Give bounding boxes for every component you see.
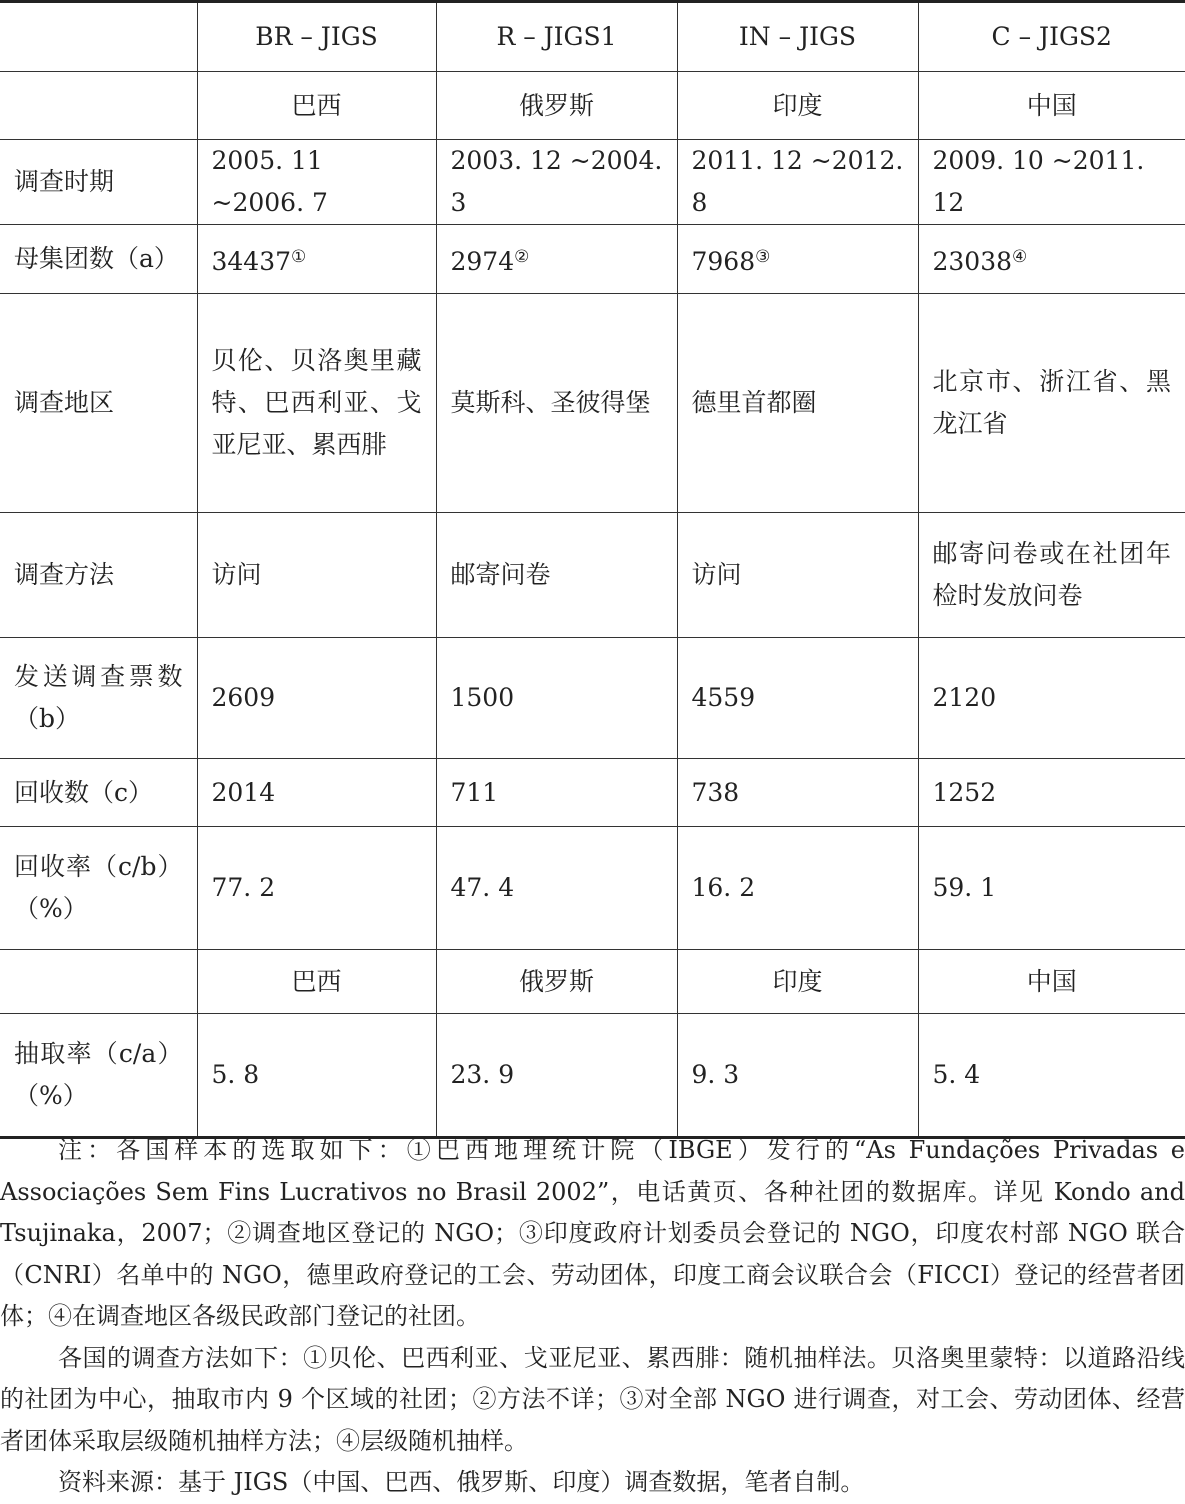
footnote-mark: ②	[514, 246, 530, 267]
cell-value: 2003. 12 ~2004. 3	[436, 140, 677, 225]
header-code-br: BR – JIGS	[197, 2, 436, 72]
country-china: 中国	[918, 72, 1185, 140]
row-label: 发送调查票数（b）	[0, 638, 197, 759]
cell-value: 711	[436, 759, 677, 827]
row-survey-method	[0, 513, 1185, 638]
cell-value: 北京市、浙江省、黑龙江省	[918, 294, 1185, 513]
cell-value: 5. 8	[197, 1014, 436, 1138]
header-code-in: IN – JIGS	[677, 2, 918, 72]
country-china: 中国	[918, 950, 1185, 1014]
cell-value: 2014	[197, 759, 436, 827]
cell-value: 邮寄问卷	[436, 513, 677, 638]
cell-number: 7968	[691, 246, 756, 276]
cell-number: 2974	[450, 246, 515, 276]
row-label: 调查地区	[0, 294, 197, 513]
cell-value	[918, 225, 1185, 294]
note-survey-methods: 各国的调查方法如下：①贝伦、巴西利亚、戈亚尼亚、累西腓：随机抽样法。贝洛奥里蒙特：以道路沿线的社团为中心，抽取市内 9 个区域的社团；②方法不详；③对全部 NGO 进行调查，对工会、劳动团体、经营者团体采取层级随机抽样方法；④层级随机抽样。	[0, 1343, 1185, 1455]
cell-number: 34437	[211, 246, 292, 276]
country-brazil: 巴西	[197, 950, 436, 1014]
header-row-codes	[0, 2, 1185, 72]
note-data-source: 资料来源：基于 JIGS（中国、巴西、俄罗斯、印度）调查数据，笔者自制。	[58, 1468, 865, 1496]
country-russia: 俄罗斯	[436, 950, 677, 1014]
cell-value: 2009. 10 ~2011. 12	[918, 140, 1185, 225]
cell-value: 德里首都圈	[677, 294, 918, 513]
row-sampling-rate	[0, 1014, 1185, 1138]
cell-value: 贝伦、贝洛奥里藏特、巴西利亚、戈亚尼亚、累西腓	[197, 294, 436, 513]
cell-value: 邮寄问卷或在社团年检时发放问卷	[918, 513, 1185, 638]
row-sent-count	[0, 638, 1185, 759]
row-return-rate	[0, 827, 1185, 950]
cell-value: 莫斯科、圣彼得堡	[436, 294, 677, 513]
header-blank	[0, 72, 197, 140]
footnote-mark: ③	[755, 246, 771, 267]
header-blank	[0, 2, 197, 72]
country-india: 印度	[677, 72, 918, 140]
country-russia: 俄罗斯	[436, 72, 677, 140]
row-countries-repeat	[0, 950, 1185, 1014]
cell-value: 738	[677, 759, 918, 827]
cell-number: 23038	[932, 246, 1013, 276]
row-population	[0, 225, 1185, 294]
row-label: 调查方法	[0, 513, 197, 638]
cell-value: 1500	[436, 638, 677, 759]
cell-value: 2011. 12 ~2012. 8	[677, 140, 918, 225]
footnote-mark: ①	[291, 246, 307, 267]
cell-value	[436, 225, 677, 294]
cell-value: 4559	[677, 638, 918, 759]
cell-value: 2005. 11 ~2006. 7	[197, 140, 436, 225]
note-sample-selection: 注：各国样本的选取如下：①巴西地理统计院（IBGE）发行的“As Fundações Privadas e Associações Sem Fins Lucrativos no Brasil 2002”，电话黄页、各种社团的数据库。详见 Kondo and Tsujinaka，2007；②调查地区登记的 NGO；③印度政府计划委员会登记的 NGO，印度农村部 NGO 联合（CNRI）名单中的 NGO，德里政府登记的工会、劳动团体，印度工商会议联合会（FICCI）登记的经营者团体；④在调查地区各级民政部门登记的社团。	[0, 1136, 1185, 1330]
cell-value: 59. 1	[918, 827, 1185, 950]
row-survey-period	[0, 140, 1185, 225]
header-blank	[0, 950, 197, 1014]
cell-value: 2120	[918, 638, 1185, 759]
cell-value	[677, 225, 918, 294]
cell-value: 16. 2	[677, 827, 918, 950]
cell-value: 9. 3	[677, 1014, 918, 1138]
cell-value: 77. 2	[197, 827, 436, 950]
cell-value: 47. 4	[436, 827, 677, 950]
header-row-countries	[0, 72, 1185, 140]
row-returned-count	[0, 759, 1185, 827]
cell-value: 2609	[197, 638, 436, 759]
header-code-r: R – JIGS1	[436, 2, 677, 72]
row-label: 回收率（c/b）（%）	[0, 827, 197, 950]
country-brazil: 巴西	[197, 72, 436, 140]
row-label: 抽取率（c/a）（%）	[0, 1014, 197, 1138]
country-india: 印度	[677, 950, 918, 1014]
cell-value	[197, 225, 436, 294]
row-label: 调查时期	[0, 140, 197, 225]
row-survey-region	[0, 294, 1185, 513]
row-label: 回收数（c）	[0, 759, 197, 827]
header-code-c: C – JIGS2	[918, 2, 1185, 72]
footnote-mark: ④	[1012, 246, 1028, 267]
cell-value: 访问	[677, 513, 918, 638]
table-notes	[0, 1130, 1185, 1504]
cell-value: 1252	[918, 759, 1185, 827]
cell-value: 5. 4	[918, 1014, 1185, 1138]
cell-value: 23. 9	[436, 1014, 677, 1138]
row-label: 母集团数（a）	[0, 225, 197, 294]
cell-value: 访问	[197, 513, 436, 638]
